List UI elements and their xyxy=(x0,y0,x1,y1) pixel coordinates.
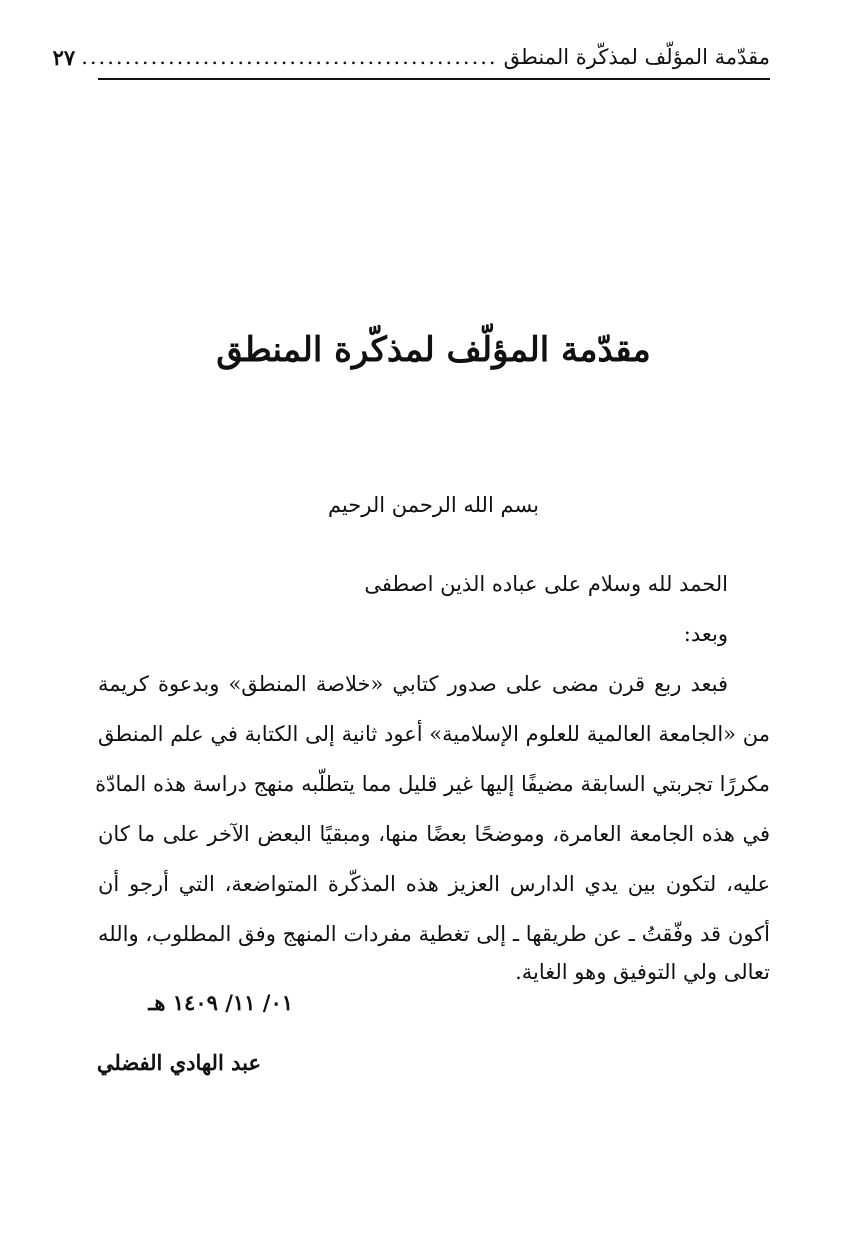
running-header xyxy=(52,36,770,80)
body-line-2: وبعد: xyxy=(683,622,728,646)
body-line-6: في هذه الجامعة العامرة، وموضحًا بعضًا منها، ومبقيًا البعض الآخر على ما كان xyxy=(98,822,770,846)
basmala: بسم الله الرحمن الرحيم xyxy=(327,493,540,517)
body-line-9: تعالى ولي التوفيق وهو الغاية. xyxy=(515,960,770,984)
body-line-4: من «الجامعة العالمية للعلوم الإسلامية» أعود ثانية إلى الكتابة في علم المنطق xyxy=(98,722,770,746)
leader-dots: ................................................ xyxy=(81,45,498,69)
body-line-1: الحمد لله وسلام على عباده الذين اصطفى xyxy=(364,572,728,596)
body-line-5: مكررًا تجربتي السابقة مضيفًا إليها غير قليل مما يتطلّبه منهج دراسة هذه المادّة xyxy=(95,772,770,796)
author-signature: عبد الهادي الفضلي xyxy=(96,1050,261,1075)
running-header-title: مقدّمة المؤلّف لمذكّرة المنطق xyxy=(503,45,770,69)
chapter-title: مقدّمة المؤلّف لمذكّرة المنطق xyxy=(216,330,651,370)
body-line-7: عليه، لتكون بين يدي الدارس العزيز هذه المذكّرة المتواضعة، التي أرجو أن xyxy=(98,872,770,896)
body-line-3: فبعد ربع قرن مضى على صدور كتابي «خلاصة المنطق» وبدعوة كريمة xyxy=(98,672,728,696)
date: ٠١/ ١١/ ١٤٠٩ هـ xyxy=(148,990,293,1015)
body-line-8: أكون قد وفّقتُ ـ عن طريقها ـ إلى تغطية مفردات المنهج وفق المطلوب، والله xyxy=(98,922,770,946)
page-number: ٢٧ xyxy=(52,44,76,70)
